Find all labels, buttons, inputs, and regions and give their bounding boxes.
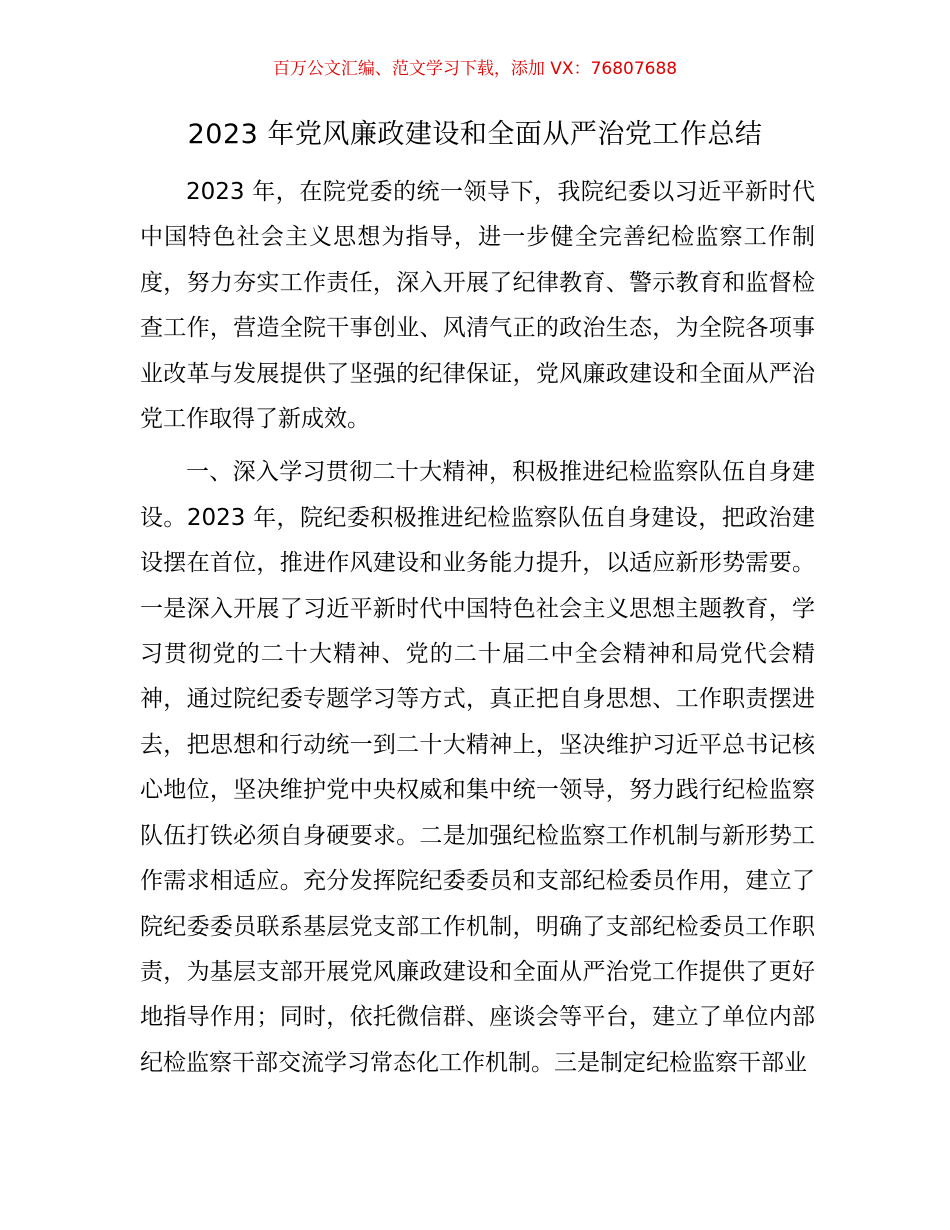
header-watermark-note: 百万公文汇编、范文学习下载，添加 VX：76807688 [272, 59, 678, 79]
paragraph-section-one: 一、深入学习贯彻二十大精神，积极推进纪检监察队伍自身建设。2023 年，院纪委积极推进纪检监察队伍自身建设，把政治建设摆在首位，推进作风建设和业务能力提升，以适应新形势需要。一是深入开展了习近平新时代中国特色社会主义思想主题教育，学习贯彻党的二十大精神、党的二十届二中全会精神和局党代会精神，通过院纪委专题学习等方式，真正把自身思想、工作职责摆进去，把思想和行动统一到二十大精神上，坚决维护习近平总书记核心地位，坚决维护党中央权威和集中统一领导，努力践行纪检监察队伍打铁必须自身硬要求。二是加强纪检监察工作机制与新形势工作需求相适应。充分发挥院纪委委员和支部纪检委员作用，建立了院纪委委员联系基层党支部工作机制，明确了支部纪检委员工作职责，为基层支部开展党风廉政建设和全面从严治党工作提供了更好地指导作用；同时，依托微信群、座谈会等平台，建立了单位内部纪检监察干部交流学习常态化工作机制。三是制定纪检监察干部业 [140, 459, 815, 1076]
document-body [140, 170, 815, 1086]
paragraph-intro: 2023 年，在院党委的统一领导下，我院纪委以习近平新时代中国特色社会主义思想为指导，进一步健全完善纪检监察工作制度，努力夯实工作责任，深入开展了纪律教育、警示教育和监督检查工作，营造全院干事创业、风清气正的政治生态，为全院各项事业改革与发展提供了坚强的纪律保证，党风廉政建设和全面从严治党工作取得了新成效。 [140, 179, 815, 433]
document-title: 2023 年党风廉政建设和全面从严治党工作总结 [187, 119, 763, 150]
